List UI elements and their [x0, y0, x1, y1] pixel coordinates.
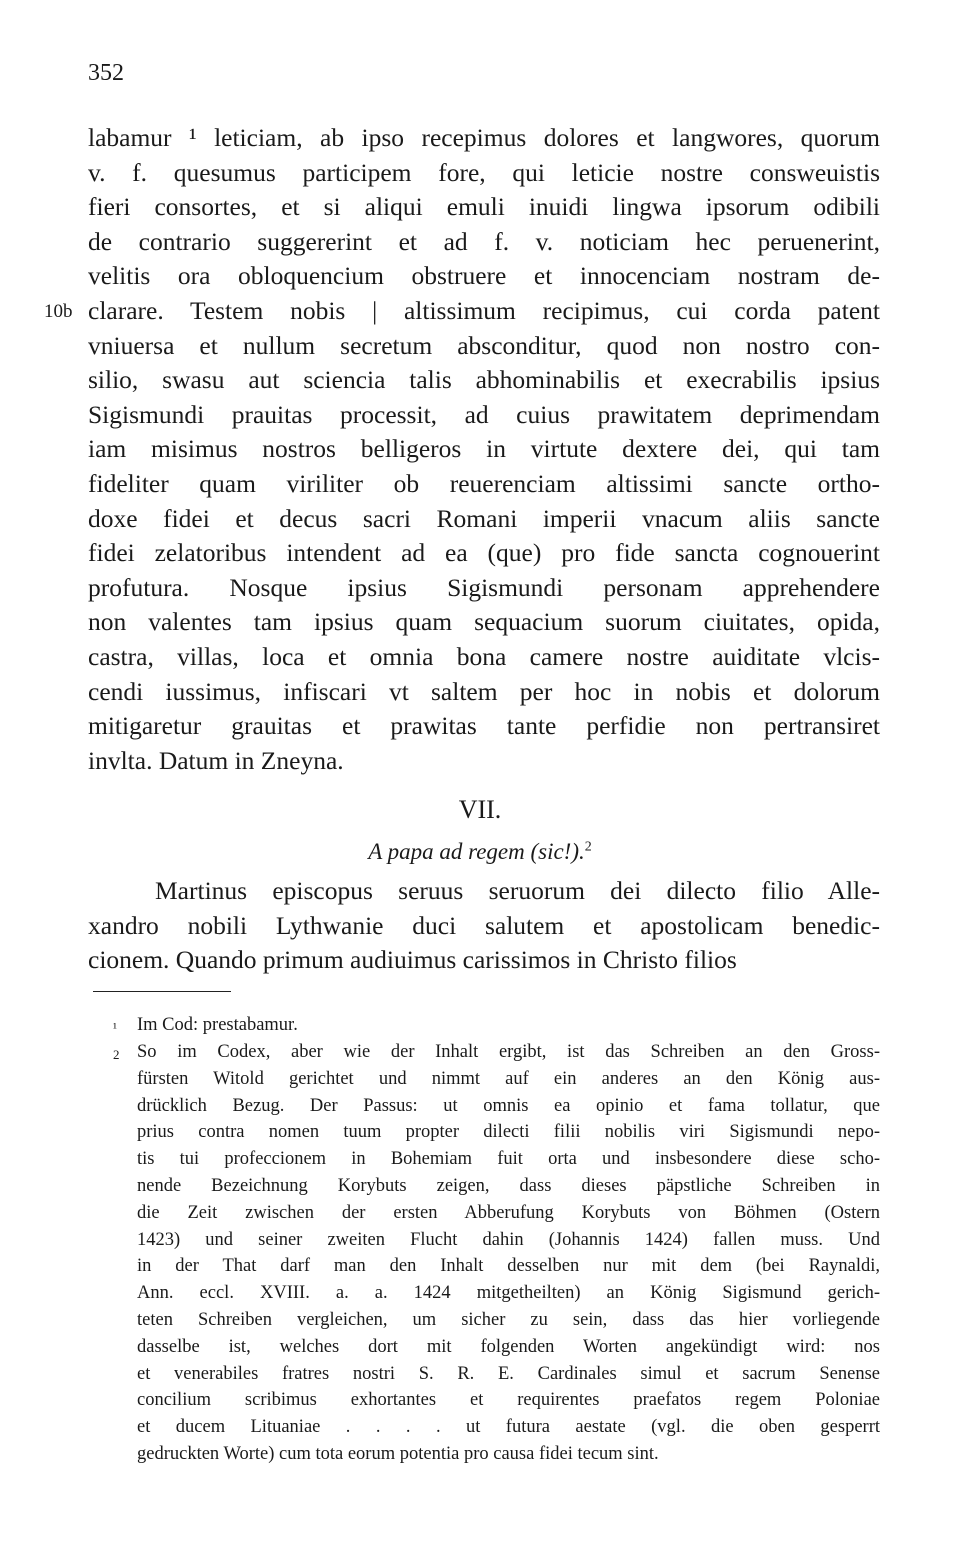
text-line: invlta. Datum in Zneyna.	[88, 745, 344, 775]
text-line: Martinus episcopus seruus seruorum dei dilecto filio Alle-	[155, 876, 880, 905]
text-line: in der That darf man den Inhalt desselben nur mit dem (bei Raynaldi,	[137, 1256, 880, 1277]
text-line: tis tui profeccionem in Bohemiam fuit orta und insbesondere diese scho-	[137, 1149, 880, 1170]
text-line: labamur ¹ leticiam, ab ipso recepimus dolores et langwores, quorum	[88, 123, 880, 152]
text-line: drücklich Bezug. Der Passus: ut omnis ea opinio et fama tollatur, que	[137, 1095, 880, 1116]
text-line: nende Bezeichnung Korybuts zeigen, dass dieses päpstliche Schreiben in	[137, 1176, 880, 1196]
text-line: xandro nobili Lythwanie duci salutem et apostolicam benedic-	[88, 910, 880, 940]
section-heading-text: A papa ad regem (sic!).	[368, 839, 585, 864]
text-line: fidei zelatoribus intendent ad ea (que) pro fide sancta cognouerint	[88, 538, 880, 568]
text-line: castra, villas, loca et omnia bona camere nostre auiditate vlcis-	[88, 642, 880, 671]
text-line: Ann. eccl. XVIII. a. a. 1424 mitgetheilten) an König Sigismund gerich-	[137, 1283, 880, 1304]
section-heading	[0, 839, 960, 865]
text-line: 1423) und seiner zweiten Flucht dahin (Johannis 1424) fallen muss. Und	[137, 1229, 880, 1250]
text-line: So im Codex, aber wie der Inhalt ergibt, ist das Schreiben an den Gross-	[137, 1042, 880, 1062]
section-heading-note: 2	[584, 839, 592, 855]
footnote-2-marker: 2	[113, 1047, 120, 1062]
page-number: 352	[88, 60, 124, 86]
text-line: cendi iussimus, infiscari vt saltem per hoc in nobis et dolorum	[88, 676, 880, 706]
footnote-1-marker: ¹	[113, 1020, 117, 1035]
text-line: Sigismundi prauitas processit, ad cuius prawitatem deprimendam	[88, 399, 880, 429]
text-line: gedruckten Worte) cum tota eorum potentia pro causa fidei tecum sint.	[137, 1444, 659, 1464]
text-line: de contrario suggererint et ad f. v. noticiam hec peruenerint,	[88, 226, 880, 256]
text-line: dasselbe ist, welches dort mit folgenden Worten angekündigt wird: nos	[137, 1336, 880, 1357]
text-line: cionem. Quando primum audiuimus carissimos in Christo filios	[88, 945, 737, 975]
text-line: et venerabiles fratres nostri S. R. E. Cardinales simul et sacrum Senense	[137, 1363, 880, 1384]
text-line: non valentes tam ipsius quam sequacium suorum ciuitates, opida,	[88, 607, 880, 637]
text-line: mitigaretur grauitas et prawitas tante perfidie non pertransiret	[88, 711, 880, 741]
text-line: profutura. Nosque ipsius Sigismundi personam apprehendere	[88, 572, 880, 602]
margin-note: 10b	[44, 301, 73, 322]
text-line: vniuersa et nullum secretum absconditur, quod non nostro con-	[88, 330, 880, 360]
text-line: velitis ora obloquencium obstruere et innocenciam nostram de-	[88, 261, 880, 291]
text-line: prius contra nomen tuum propter dilecti filii nobilis viri Sigismundi nepo-	[137, 1122, 880, 1143]
text-line: fideliter quam viriliter ob reuerenciam altissimi sancte ortho-	[88, 469, 880, 498]
text-line: teten Schreiben vergleichen, um sicher zu sein, dass das hier vorliegende	[137, 1310, 880, 1330]
footnote-rule	[93, 991, 231, 992]
text-line: clarare. Testem nobis | altissimum recipimus, cui corda patent	[88, 296, 880, 325]
text-line: die Zeit zwischen der ersten Abberufung Korybuts von Böhmen (Ostern	[137, 1202, 880, 1223]
text-line: doxe fidei et decus sacri Romani imperii vnacum aliis sancte	[88, 503, 880, 533]
text-line: silio, swasu aut sciencia talis abhominabilis et execrabilis ipsius	[88, 365, 880, 395]
footnote-1: Im Cod: prestabamur.	[137, 1015, 298, 1035]
section-number: VII.	[458, 795, 502, 824]
text-line: iam misimus nostros belligeros in virtute dextere dei, qui tam	[88, 434, 880, 464]
text-line: v. f. quesumus participem fore, qui leticie nostre consweuistis	[88, 157, 880, 187]
text-line: fieri consortes, et si aliqui emuli inuidi lingwa ipsorum odibili	[88, 192, 880, 222]
text-line: concilium scribimus exhortantes et requirentes praefatos regem Poloniae	[137, 1390, 880, 1411]
text-line: fürsten Witold gerichtet und nimmt auf ein anderes an den König aus-	[137, 1068, 880, 1089]
text-line: et ducem Lituaniae . . . . ut futura aestate (vgl. die oben gesperrt	[137, 1417, 880, 1438]
